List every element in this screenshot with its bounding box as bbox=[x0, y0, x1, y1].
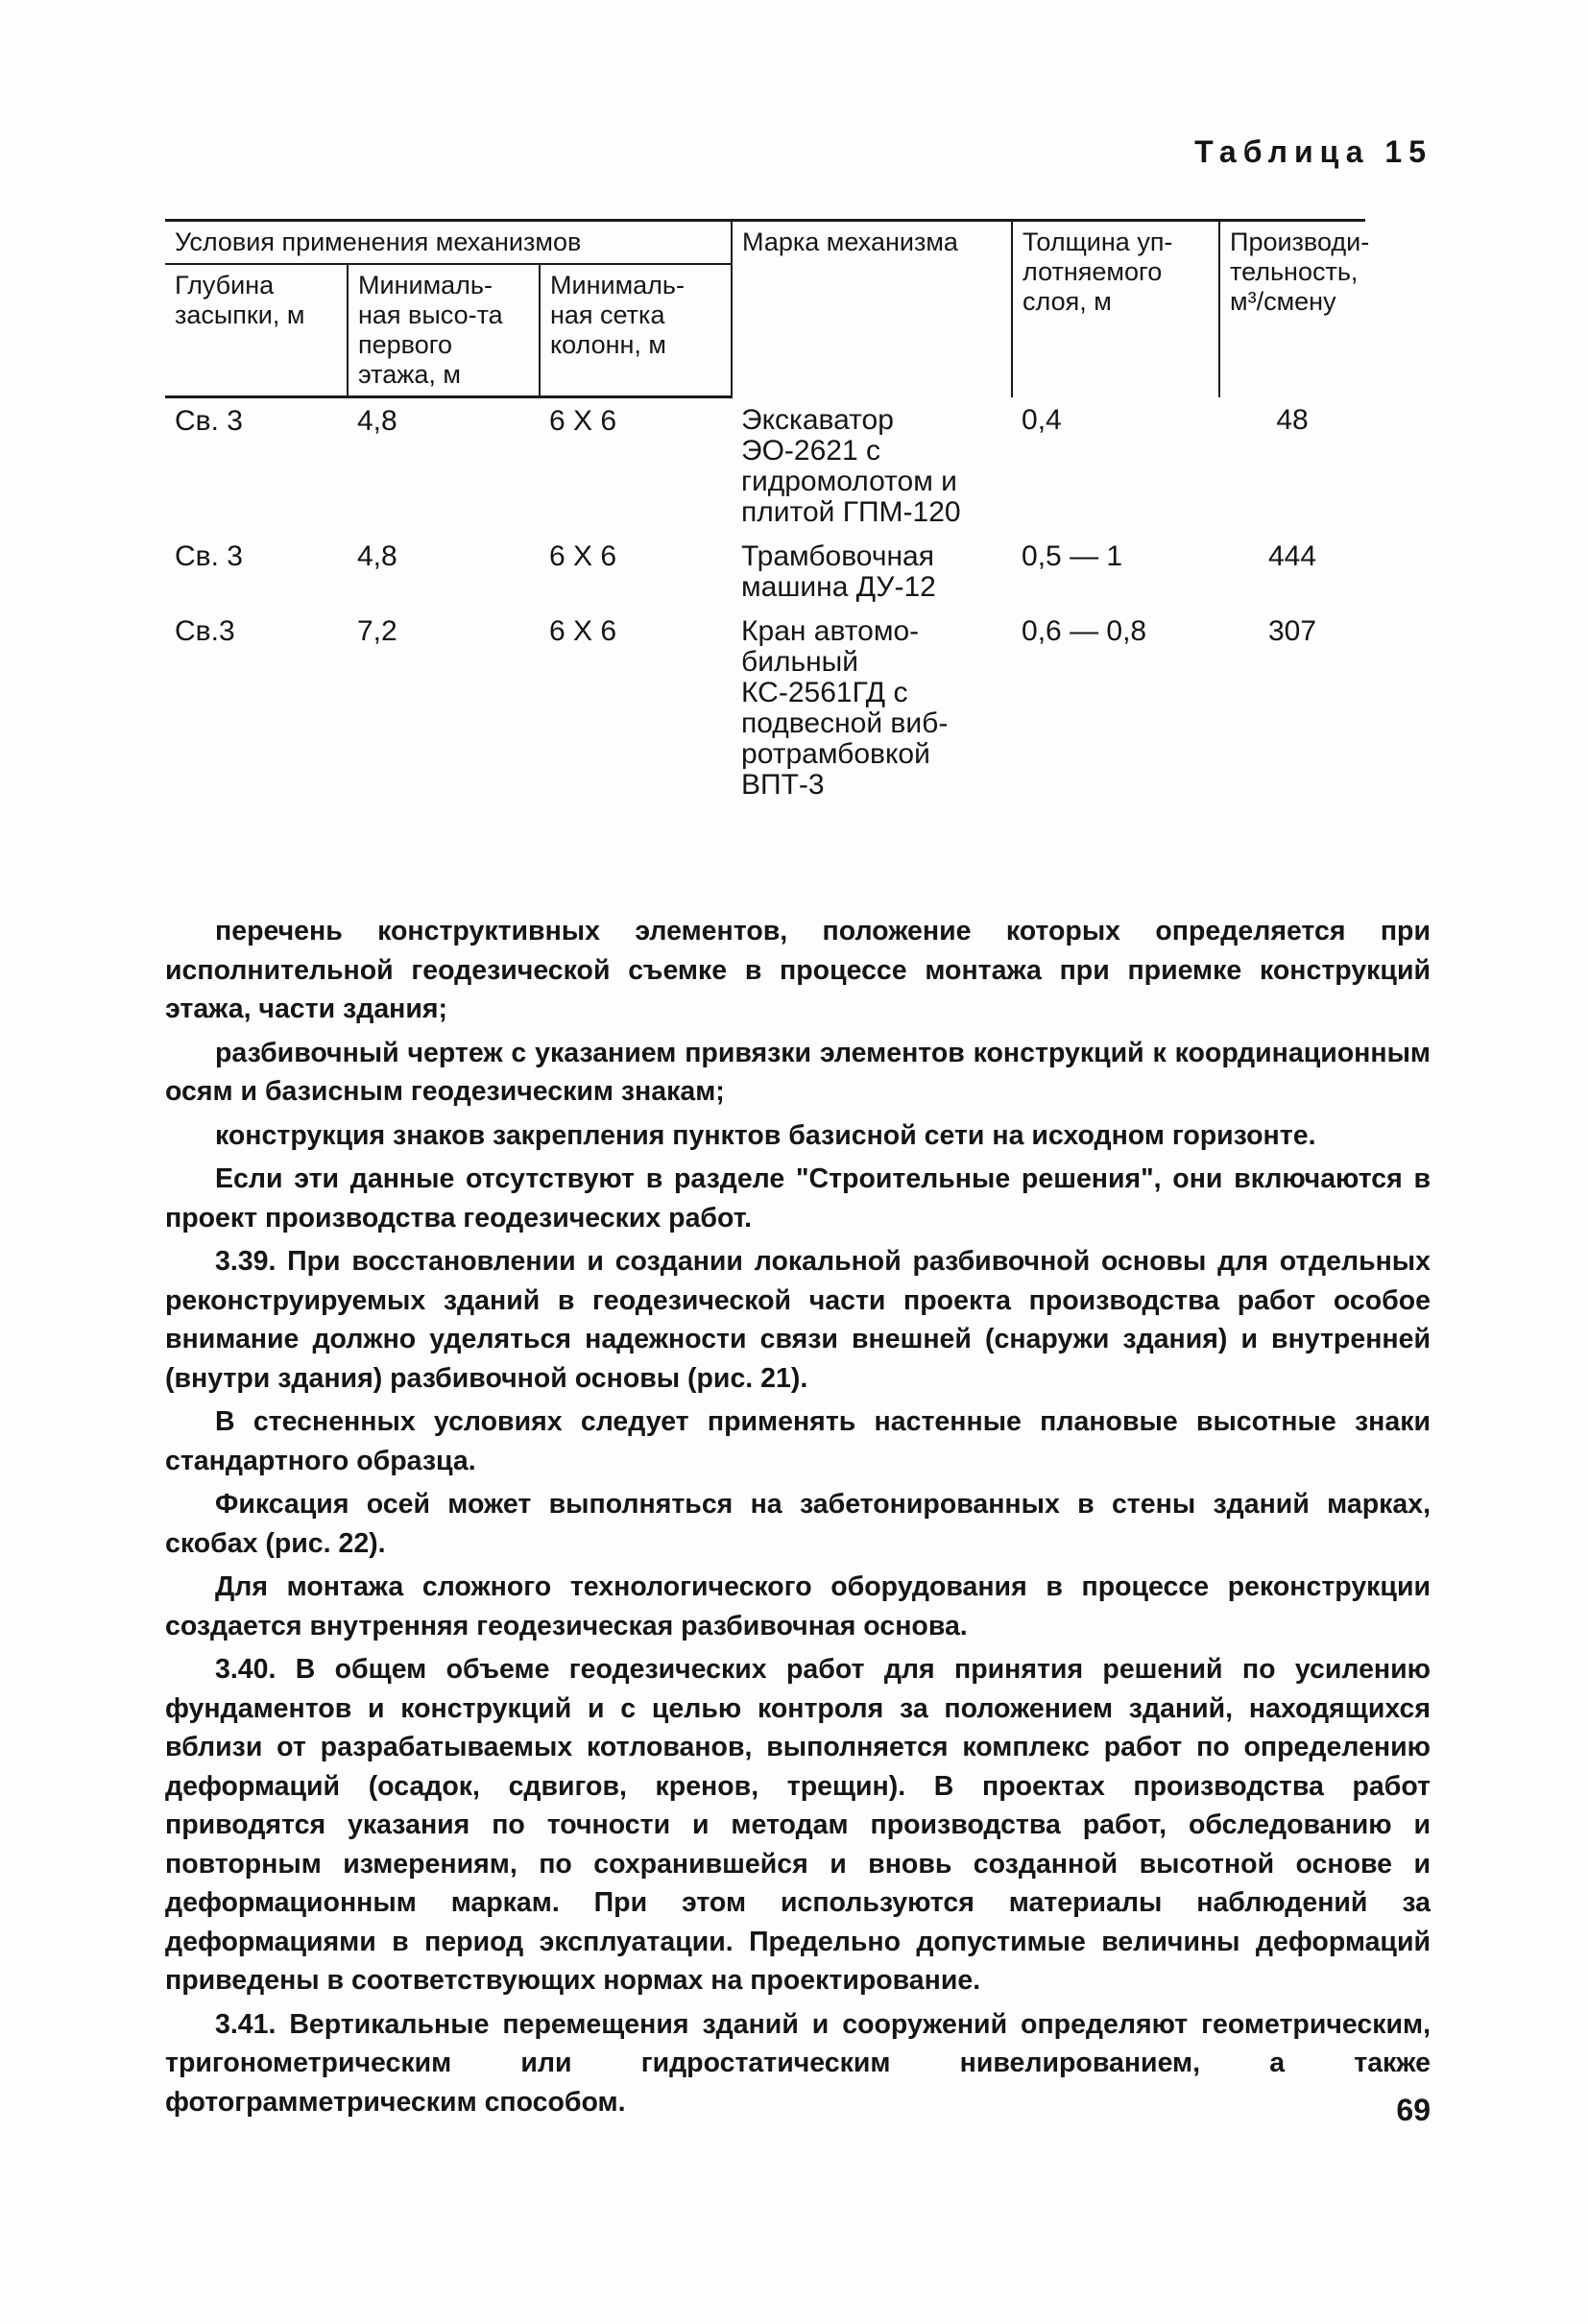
paragraph: конструкция знаков закрепления пунктов базисной сети на исходном горизонте. bbox=[215, 1119, 1316, 1151]
paragraph: разбивочный чертеж с указанием привязки элементов конструкций к координационным осям и базисным геодезическим знакам; bbox=[165, 1037, 1431, 1107]
cell-productivity: 307 bbox=[1268, 614, 1317, 647]
header-productivity: Производи-тельность, м³/смену bbox=[1219, 221, 1365, 397]
table-header-row bbox=[165, 221, 1365, 265]
cell-depth: Св. 3 bbox=[175, 405, 243, 437]
cell-column-grid: 6 Х 6 bbox=[549, 405, 617, 437]
cell-depth: Св. 3 bbox=[175, 539, 243, 572]
table-row bbox=[165, 534, 1365, 609]
header-min-floor-height: Минималь-ная высо-та первого этажа, м bbox=[348, 264, 540, 397]
body-text bbox=[165, 912, 1431, 2126]
page-number: 69 bbox=[1396, 2093, 1431, 2127]
table-row bbox=[165, 609, 1365, 806]
header-layer-thickness: Толщина уп-лотняемого слоя, м bbox=[1012, 221, 1219, 397]
cell-floor-height: 4,8 bbox=[357, 405, 397, 437]
cell-productivity: 444 bbox=[1268, 539, 1317, 572]
cell-productivity: 48 bbox=[1276, 403, 1309, 436]
cell-mechanism: Экскаватор ЭО-2621 с гидромолотом и плитой ГПМ-120 bbox=[741, 403, 961, 528]
paragraph: В стесненных условиях следует применять настенные плановые высотные знаки стандартного образца. bbox=[165, 1406, 1431, 1476]
table-caption: Таблица 15 bbox=[1194, 134, 1432, 169]
header-fill-depth: Глубина засыпки, м bbox=[165, 264, 348, 397]
paragraph: перечень конструктивных элементов, положение которых определяется при исполнительной геодезической съемке в процессе монтажа при приемке конструкций этажа, части здания; bbox=[165, 916, 1431, 1024]
cell-floor-height: 4,8 bbox=[357, 539, 397, 572]
cell-mechanism: Кран автомо-бильный КС-2561ГД с подвесной виб-ротрамбовкой ВПТ-3 bbox=[741, 614, 949, 801]
paragraph-3-41: 3.41. Вертикальные перемещения зданий и сооружений определяют геометрическим, тригонометрическим или гидростатическим нивелированием, а также фотограмметрическим способом. bbox=[165, 2008, 1431, 2118]
cell-thickness: 0,6 — 0,8 bbox=[1022, 614, 1147, 647]
cell-thickness: 0,4 bbox=[1022, 403, 1062, 436]
header-min-column-grid: Минималь-ная сетка колонн, м bbox=[540, 264, 732, 397]
table-15 bbox=[165, 219, 1370, 806]
cell-column-grid: 6 Х 6 bbox=[549, 539, 617, 572]
cell-mechanism: Трамбовочная машина ДУ-12 bbox=[741, 539, 936, 603]
cell-thickness: 0,5 — 1 bbox=[1022, 539, 1123, 572]
paragraph: Фиксация осей может выполняться на забетонированных в стены зданий марках, скобах (рис. 22). bbox=[165, 1489, 1431, 1559]
header-mechanism-brand: Марка механизма bbox=[732, 221, 1012, 397]
mechanisms-table bbox=[165, 219, 1370, 806]
cell-depth: Св.3 bbox=[175, 614, 235, 647]
paragraph-3-40: 3.40. В общем объеме геодезических работ для принятия решений по усилению фундаментов и конструкций и с целью контроля за положением зданий, находящихся вблизи от разрабатываемых котлованов, выполняется комплекс работ по определению деформаций (осадок, сдвигов, кренов, трещин). В проектах производства работ приводятся указания по точности и методам производства работ, обследованию и повторным измерениям, по сохранившейся и вновь созданной высотной основе и деформационным маркам. При этом используются материалы наблюдений за деформациями в период эксплуатации. Предельно допустимые величины деформаций приведены в соответствующих нормах на проектирование. bbox=[165, 1654, 1431, 1996]
paragraph: Если эти данные отсутствуют в разделе "Строительные решения", они включаются в проект производства геодезических работ. bbox=[165, 1163, 1431, 1234]
header-conditions-group: Условия применения механизмов bbox=[165, 221, 732, 265]
paragraph-3-39: 3.39. При восстановлении и создании локальной разбивочной основы для отдельных реконструируемых зданий в геодезической части проекта производства работ особое внимание должно уделяться надежности связи внешней (снаружи здания) и внутренней (внутри здания) разбивочной основы (рис. 21). bbox=[165, 1246, 1431, 1394]
table-row bbox=[165, 397, 1365, 534]
paragraph: Для монтажа сложного технологического оборудования в процессе реконструкции создается внутренняя геодезическая разбивочная основа. bbox=[165, 1571, 1431, 1641]
cell-floor-height: 7,2 bbox=[357, 614, 397, 647]
cell-column-grid: 6 Х 6 bbox=[549, 614, 617, 647]
